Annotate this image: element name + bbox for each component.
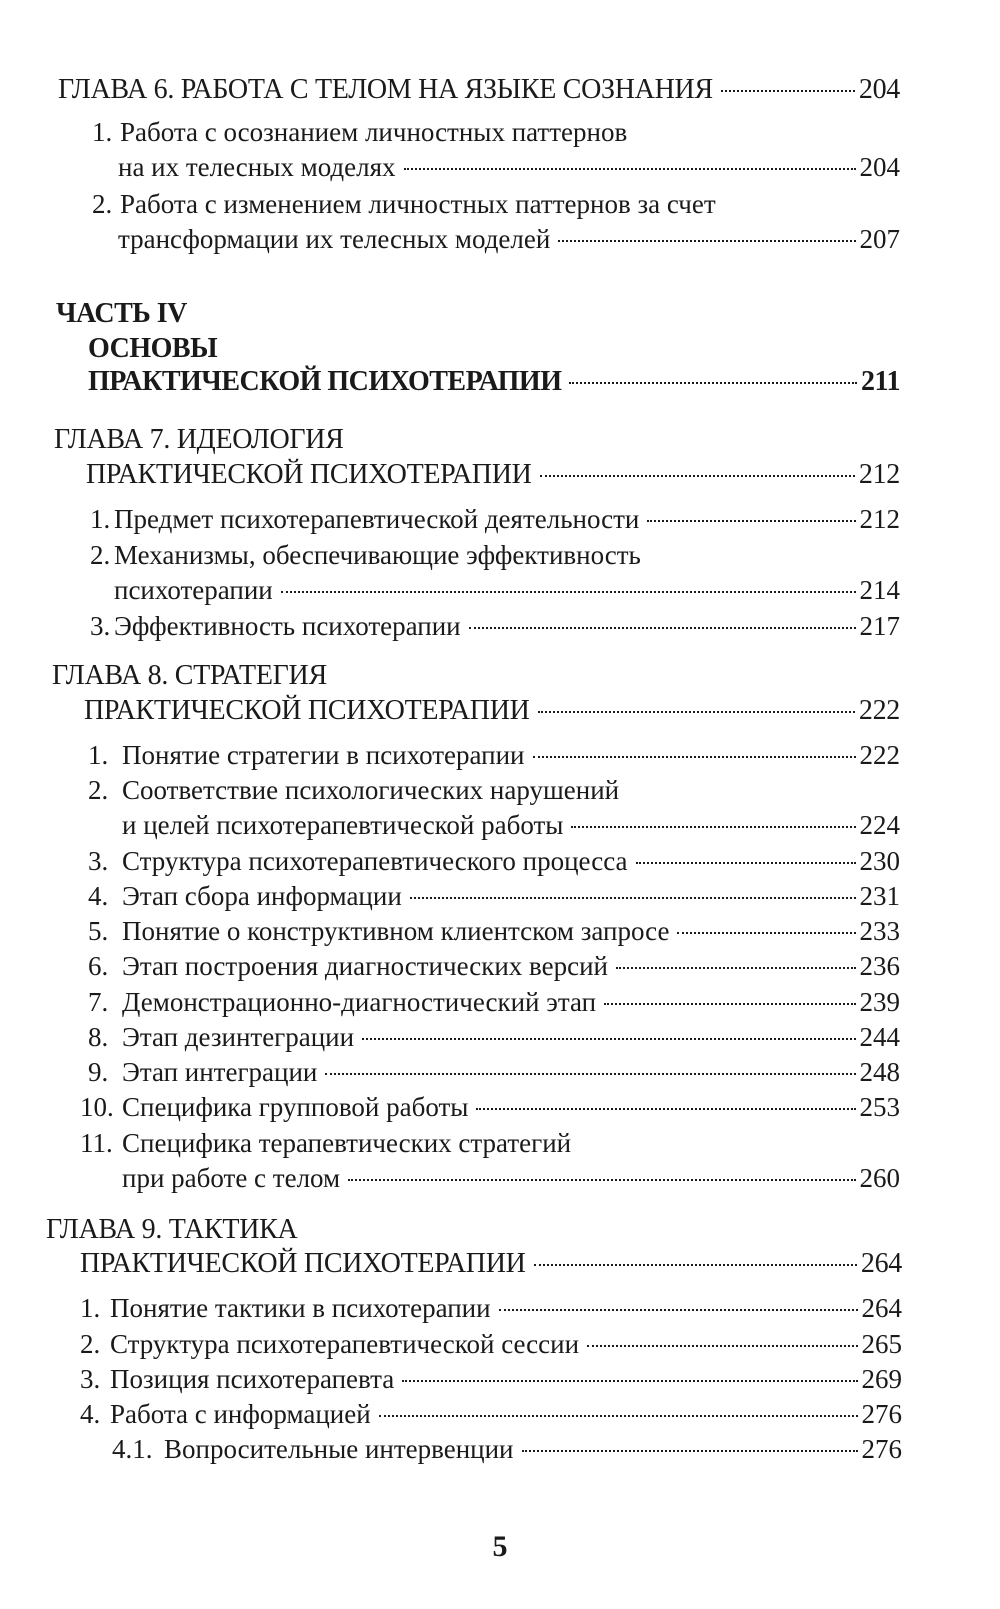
dot-leader <box>558 240 855 242</box>
toc-line <box>88 913 900 949</box>
toc-item-title: Специфика групповой работы <box>122 1092 469 1122</box>
toc-item-title: ГЛАВА 7. ИДЕОЛОГИЯ <box>54 424 344 455</box>
dot-leader <box>721 90 855 92</box>
toc-line <box>88 984 900 1020</box>
toc-item-title: Предмет психотерапевтической деятельности <box>114 504 640 534</box>
toc-page-number: 248 <box>859 1057 900 1087</box>
toc-page-number: 204 <box>859 152 900 182</box>
toc-item-number: 10. <box>80 1092 114 1122</box>
toc-item-title: ГЛАВА 9. ТАКТИКА <box>46 1214 298 1245</box>
dot-leader <box>348 1179 855 1181</box>
dot-leader <box>325 1073 855 1075</box>
toc-item-title: Понятие стратегии в психотерапии <box>122 740 525 770</box>
toc-item-title: Работа с осознанием личностных паттернов <box>120 117 628 147</box>
toc-line <box>80 1361 902 1397</box>
dot-leader <box>362 1038 855 1040</box>
toc-line <box>56 296 900 332</box>
toc-line <box>118 221 900 257</box>
toc-page-number: 264 <box>860 1248 902 1279</box>
toc-page-number: 207 <box>859 224 900 254</box>
toc-item-title: Вопросительные интервенции <box>164 1434 514 1464</box>
toc-page-number: 212 <box>858 459 900 490</box>
toc-page-number: 269 <box>861 1364 902 1394</box>
toc-item-number: 4. <box>88 881 109 911</box>
toc-line <box>80 1396 902 1432</box>
toc-line <box>88 1054 900 1090</box>
toc-line <box>92 186 900 222</box>
toc-item-title: Позиция психотерапевта <box>110 1364 395 1394</box>
dot-leader <box>647 520 855 522</box>
toc-item-title: на их телесных моделях <box>118 152 396 182</box>
dot-leader <box>677 932 855 934</box>
toc-line <box>92 114 900 150</box>
toc-item-title: ЧАСТЬ IV <box>56 298 187 329</box>
toc-page-number: 217 <box>859 611 900 641</box>
toc-page-number: 222 <box>859 740 900 770</box>
toc-item-title: Этап построения диагностических версий <box>122 951 608 981</box>
dot-leader <box>404 168 856 170</box>
toc-item-title: трансформации их телесных моделей <box>118 224 551 254</box>
toc-line <box>54 422 900 458</box>
toc-page-number: 236 <box>859 951 900 981</box>
toc-line <box>90 537 900 573</box>
page-number: 5 <box>492 1530 508 1563</box>
toc-item-title: Структура психотерапевтической сессии <box>110 1329 580 1359</box>
toc-item-number: 11. <box>80 1128 113 1158</box>
toc-item-title: при работе с телом <box>122 1163 341 1193</box>
dot-leader <box>540 475 855 477</box>
toc-item-number: 3. <box>80 1364 101 1394</box>
toc-page-number: 233 <box>859 916 900 946</box>
dot-leader <box>604 1003 855 1005</box>
toc-page-number: 276 <box>861 1434 902 1464</box>
dot-leader <box>281 591 856 593</box>
toc-line <box>122 807 900 843</box>
toc-line <box>88 737 900 773</box>
toc-line <box>88 364 900 400</box>
toc-item-title: Специфика терапевтических стратегий <box>122 1128 572 1158</box>
toc-item-number: 4. <box>80 1399 101 1429</box>
toc-line <box>80 1326 902 1362</box>
toc-line <box>84 693 900 729</box>
toc-item-number: 2. <box>80 1329 101 1359</box>
toc-page-number: 239 <box>859 987 900 1017</box>
toc-page-number: 265 <box>861 1329 902 1359</box>
toc-item-title: Этап интеграции <box>122 1057 318 1087</box>
toc-item-number: 4.1. <box>112 1434 153 1464</box>
dot-leader <box>569 382 857 384</box>
dot-leader <box>410 897 856 899</box>
toc-item-number: 2. <box>92 189 113 219</box>
toc-page-number: 264 <box>861 1293 902 1323</box>
toc-line <box>90 501 900 537</box>
toc-item-number: 9. <box>88 1057 109 1087</box>
toc-item-title: ПРАКТИЧЕСКОЙ ПСИХОТЕРАПИИ <box>84 695 530 726</box>
toc-item-number: 1. <box>92 117 113 147</box>
toc-item-number: 1. <box>90 504 111 534</box>
toc-item-title: Понятие о конструктивном клиентском запросе <box>122 916 670 946</box>
toc-line <box>88 772 900 808</box>
dot-leader <box>571 826 855 828</box>
toc-line <box>80 1246 902 1282</box>
dot-leader <box>534 1264 857 1266</box>
toc-line <box>112 1431 902 1467</box>
toc-item-title: Механизмы, обеспечивающие эффективность <box>114 540 641 570</box>
toc-page-number: 230 <box>859 846 900 876</box>
toc-item-title: Работа с информацией <box>110 1399 371 1429</box>
toc-line <box>46 1212 902 1248</box>
toc-item-number: 5. <box>88 916 109 946</box>
toc-item-title: и целей психотерапевтической работы <box>122 810 564 840</box>
toc-page-number: 253 <box>859 1092 900 1122</box>
toc-item-title: Демонстрационно-диагностический этап <box>122 987 597 1017</box>
dot-leader <box>476 1108 855 1110</box>
toc-item-title: ГЛАВА 8. СТРАТЕГИЯ <box>52 660 327 691</box>
toc-item-number: 7. <box>88 987 109 1017</box>
toc-line <box>80 1290 902 1326</box>
toc-item-title: ОСНОВЫ <box>88 333 218 364</box>
toc-item-title: психотерапии <box>114 575 273 605</box>
dot-leader <box>499 1309 858 1311</box>
toc-item-title: Этап сбора информации <box>122 881 402 911</box>
toc-item-number: 8. <box>88 1022 109 1052</box>
toc-item-number: 3. <box>88 846 109 876</box>
toc-item-title: Понятие тактики в психотерапии <box>110 1293 491 1323</box>
toc-item-title: ГЛАВА 6. РАБОТА С ТЕЛОМ НА ЯЗЫКЕ СОЗНАНИЯ <box>58 74 713 105</box>
dot-leader <box>636 862 856 864</box>
toc-line <box>58 72 900 108</box>
dot-leader <box>522 1450 858 1452</box>
dot-leader <box>533 756 856 758</box>
toc-item-number: 6. <box>88 951 109 981</box>
toc-item-title: Соответствие психологических нарушений <box>122 775 620 805</box>
toc-item-number: 1. <box>80 1293 101 1323</box>
toc-line <box>80 1089 900 1125</box>
toc-page-number: 204 <box>858 74 900 105</box>
dot-leader <box>469 627 856 629</box>
toc-line <box>88 843 900 879</box>
toc-page-number: 276 <box>861 1399 902 1429</box>
toc-page-number: 260 <box>859 1163 900 1193</box>
toc-line <box>88 948 900 984</box>
dot-leader <box>379 1415 858 1417</box>
dot-leader <box>402 1380 857 1382</box>
toc-line <box>90 608 900 644</box>
toc-line <box>86 457 900 493</box>
toc-item-title: ПРАКТИЧЕСКОЙ ПСИХОТЕРАПИИ <box>86 459 532 490</box>
toc-item-title: Этап дезинтеграции <box>122 1022 355 1052</box>
toc-line <box>122 1160 900 1196</box>
toc-line <box>118 149 900 185</box>
toc-page-number: 222 <box>858 695 900 726</box>
toc-item-number: 2. <box>90 540 111 570</box>
toc-line <box>114 572 900 608</box>
toc-page-number: 214 <box>859 575 900 605</box>
toc-page-number: 244 <box>859 1022 900 1052</box>
toc-page-number: 224 <box>859 810 900 840</box>
toc-item-title: ПРАКТИЧЕСКОЙ ПСИХОТЕРАПИИ <box>88 366 562 397</box>
toc-line <box>88 1019 900 1055</box>
toc-item-title: ПРАКТИЧЕСКОЙ ПСИХОТЕРАПИИ <box>80 1248 526 1279</box>
toc-line <box>52 658 900 694</box>
dot-leader <box>538 711 855 713</box>
dot-leader <box>616 967 856 969</box>
toc-item-number: 3. <box>90 611 111 641</box>
toc-item-number: 2. <box>88 775 109 805</box>
toc-line <box>80 1125 900 1161</box>
dot-leader <box>587 1345 857 1347</box>
toc-page-number: 211 <box>861 366 900 397</box>
toc-item-title: Структура психотерапевтического процесса <box>122 846 628 876</box>
toc-item-number: 1. <box>88 740 109 770</box>
toc-item-title: Работа с изменением личностных паттернов за счет <box>120 189 716 219</box>
toc-page-number: 212 <box>859 504 900 534</box>
toc-line <box>88 878 900 914</box>
toc-item-title: Эффективность психотерапии <box>114 611 461 641</box>
toc-line <box>88 331 900 367</box>
toc-page-number: 231 <box>859 881 900 911</box>
